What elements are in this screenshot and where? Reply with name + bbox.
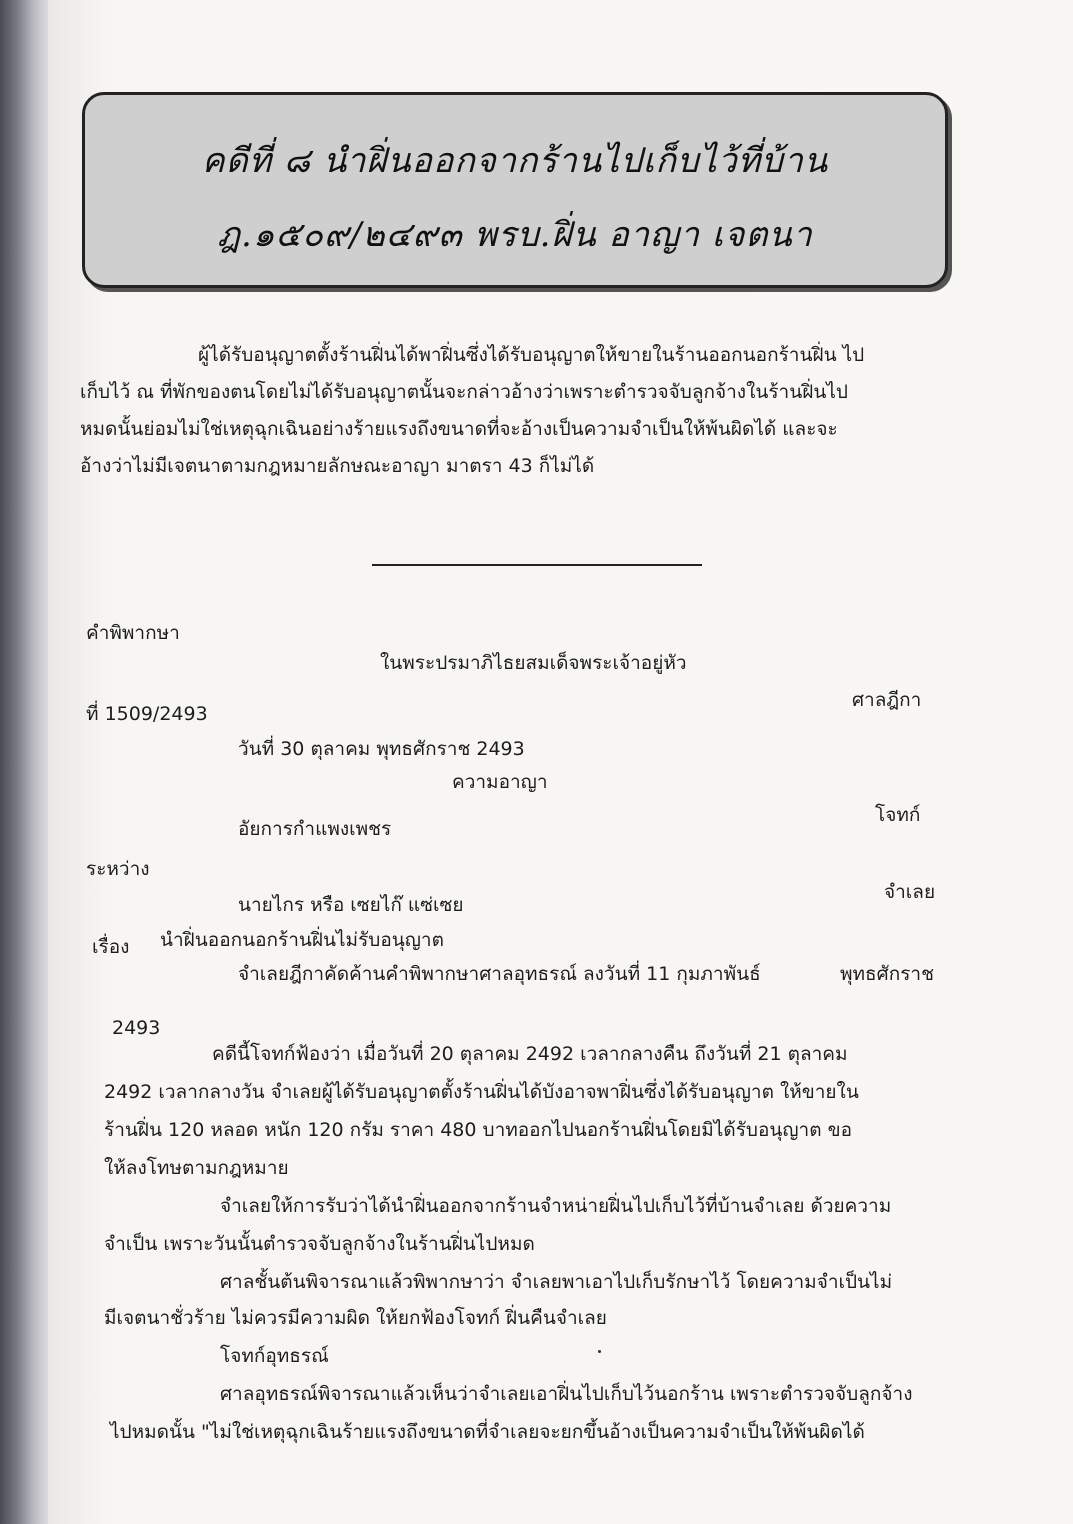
ink-speck bbox=[598, 1350, 601, 1353]
body-line: 2492 เวลากลางวัน จำเลยผู้ได้รับอนุญาตตั้งร้านฝิ่นได้บังอาจพาฝิ่นซึ่งได้รับอนุญาต ให้ขายใน bbox=[104, 1081, 859, 1103]
appeal-line: จำเลยฎีกาคัดค้านคำพิพากษาศาลอุทธรณ์ ลงวันที่ 11 กุมภาพันธ์ bbox=[238, 963, 761, 985]
between-label: ระหว่าง bbox=[86, 858, 150, 880]
case-title: คดีที่ ๘ นำฝิ่นออกจากร้านไปเก็บไว้ที่บ้าน bbox=[201, 141, 829, 181]
case-title-box bbox=[82, 92, 948, 288]
summary-line: อ้างว่าไม่มีเจตนาตามกฎหมายลักษณะอาญา มาตรา 43 ก็ไม่ได้ bbox=[80, 455, 595, 477]
judgment-date: วันที่ 30 ตุลาคม พุทธศักราช 2493 bbox=[238, 738, 525, 760]
subject-label: เรื่อง bbox=[92, 936, 130, 958]
book-spine-shadow bbox=[0, 0, 48, 1524]
defendant-role: จำเลย bbox=[884, 881, 936, 903]
judgment-heading: คำพิพากษา bbox=[86, 622, 180, 644]
case-number: ที่ 1509/2493 bbox=[86, 703, 208, 725]
court-name: ศาลฎีกา bbox=[852, 689, 922, 711]
body-line: มีเจตนาชั่วร้าย ไม่ควรมีความผิด ให้ยกฟ้องโจทก์ ฝิ่นคืนจำเลย bbox=[104, 1307, 607, 1329]
subject-text: นำฝิ่นออกนอกร้านฝิ่นไม่รับอนุญาต bbox=[160, 929, 444, 951]
body-line: ศาลอุทธรณ์พิจารณาแล้วเห็นว่าจำเลยเอาฝิ่นไปเก็บไว้นอกร้าน เพราะตำรวจจับลูกจ้าง bbox=[220, 1383, 913, 1405]
appeal-line-end: พุทธศักราช bbox=[840, 963, 934, 985]
appeal-year: 2493 bbox=[112, 1017, 161, 1039]
body-line: ให้ลงโทษตามกฎหมาย bbox=[104, 1157, 289, 1179]
plaintiff-role: โจทก์ bbox=[875, 804, 921, 826]
summary-line: ผู้ได้รับอนุญาตตั้งร้านฝิ่นได้พาฝิ่นซึ่งได้รับอนุญาตให้ขายในร้านออกนอกร้านฝิ่น ไป bbox=[198, 344, 865, 366]
body-line: ไปหมดนั้น "ไม่ใช่เหตุฉุกเฉินร้ายแรงถึงขนาดที่จำเลยจะยกขึ้นอ้างเป็นความจำเป็นให้พ้นผิดได้ bbox=[110, 1421, 865, 1443]
summary-line: เก็บไว้ ณ ที่พักของตนโดยไม่ได้รับอนุญาตนั้นจะกล่าวอ้างว่าเพราะตำรวจจับลูกจ้างในร้านฝิ่นไป bbox=[80, 381, 848, 403]
body-line: จำเป็น เพราะวันนั้นตำรวจจับลูกจ้างในร้านฝิ่นไปหมด bbox=[104, 1233, 535, 1255]
body-line: คดีนี้โจทก์ฟ้องว่า เมื่อวันที่ 20 ตุลาคม 2492 เวลากลางคืน ถึงวันที่ 21 ตุลาคม bbox=[212, 1043, 848, 1065]
body-line: ร้านฝิ่น 120 หลอด หนัก 120 กรัม ราคา 480 บาทออกไปนอกร้านฝิ่นโดยมิได้รับอนุญาต ขอ bbox=[104, 1119, 852, 1141]
case-type: ความอาญา bbox=[452, 771, 548, 793]
defendant-name: นายไกร หรือ เซยไก๊ แซ่เซย bbox=[238, 894, 464, 916]
body-line: จำเลยให้การรับว่าได้นำฝิ่นออกจากร้านจำหน่ายฝิ่นไปเก็บไว้ที่บ้านจำเลย ด้วยความ bbox=[220, 1195, 892, 1217]
body-line: ศาลชั้นต้นพิจารณาแล้วพิพากษาว่า จำเลยพาเอาไปเก็บรักษาไว้ โดยความจำเป็นไม่ bbox=[220, 1271, 893, 1293]
plaintiff-name: อัยการกำแพงเพชร bbox=[238, 818, 392, 840]
body-line: โจทก์อุทธรณ์ bbox=[220, 1345, 329, 1367]
royal-invocation: ในพระปรมาภิไธยสมเด็จพระเจ้าอยู่หัว bbox=[380, 652, 687, 674]
section-divider bbox=[372, 564, 702, 566]
case-reference: ฎ.๑๕๐๙/๒๔๙๓ พรบ.ฝิ่น อาญา เจตนา bbox=[217, 215, 813, 255]
summary-line: หมดนั้นย่อมไม่ใช่เหตุฉุกเฉินอย่างร้ายแรงถึงขนาดที่จะอ้างเป็นความจำเป็นให้พ้นผิดได้ และจะ bbox=[80, 418, 838, 440]
